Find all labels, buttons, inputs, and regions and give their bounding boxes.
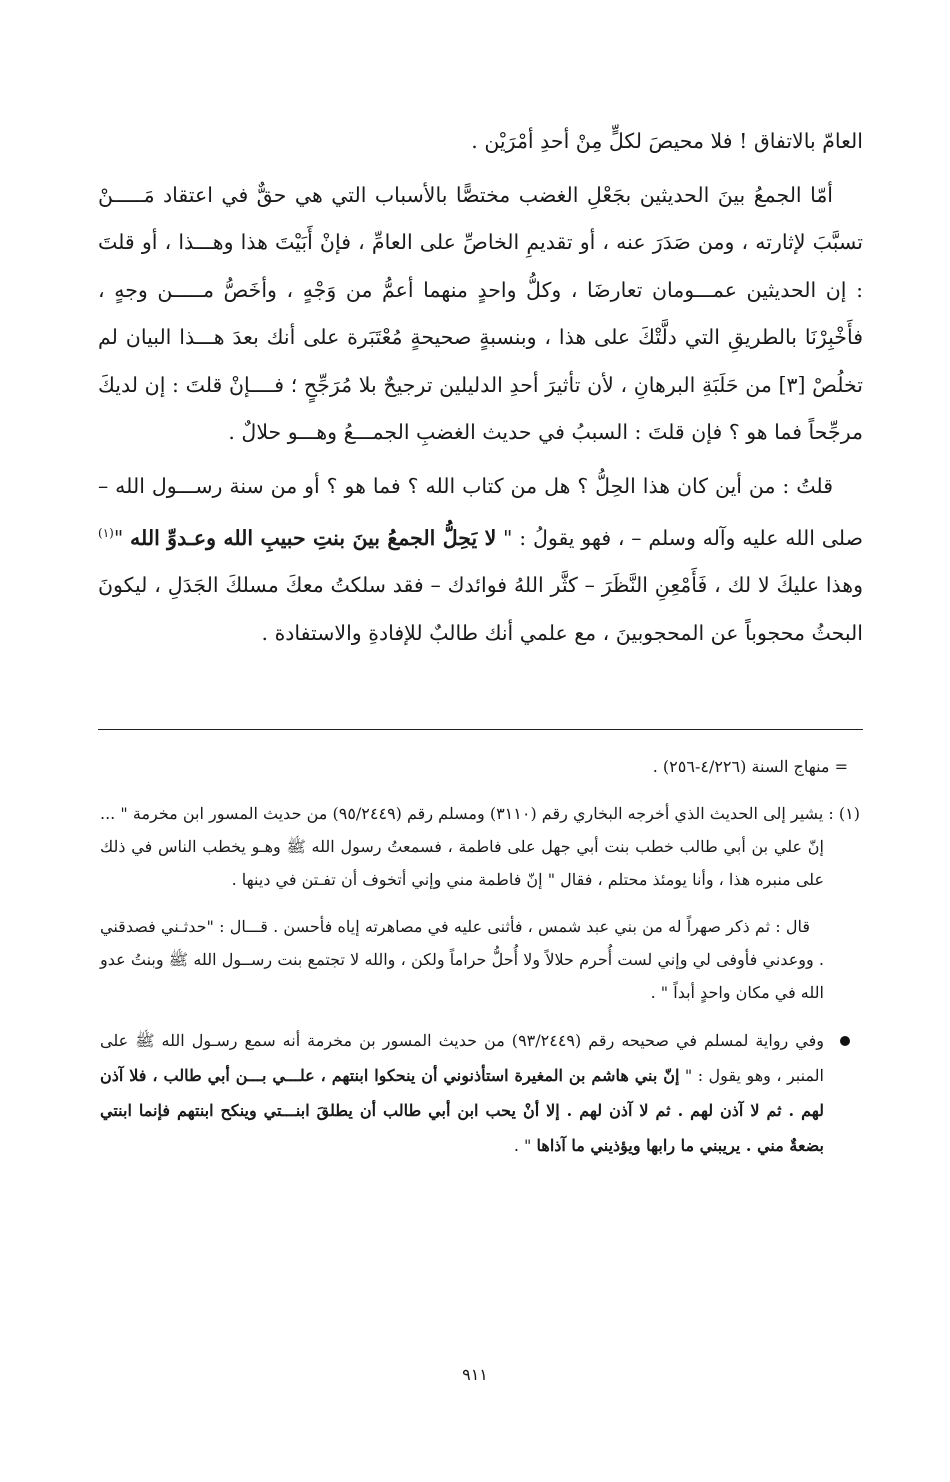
bullet-icon <box>840 1036 850 1046</box>
main-paragraph-1: العامّ بالاتفاق ! فلا محيصَ لكلٍّ مِنْ أحدِ أمْرَيْن . <box>471 129 863 153</box>
footnote-1-quote: قال : ثم ذكر صهراً له من بني عبد شمس ، فأثنى عليه في مصاهرته إياه فأحسن . قـــال : "حدثـني فصدقني . ووعدني فأوفى لي وإني لست أُحرم حلالاً ولا أُحلُّ حراماً ولكن ، والله لا تجتمع بنت رســول الله ﷺ وبنتُ عدو الله في مكان واحدٍ أبداً " . <box>100 917 824 1002</box>
paragraph-3-text: قلتُ : من أين كان هذا الحِلُّ ؟ هل من كتاب الله ؟ فما هو ؟ أو من سنة رســـول الله – صلى الله عليه وآله وسلم – ، فهو يقولُ : " <box>98 473 863 550</box>
footnote-ref-1: (١) <box>98 526 114 540</box>
quote-close: " <box>113 525 131 550</box>
bullet-quote-close: " . <box>513 1136 537 1155</box>
hadith-quote: لا يَحِلُّ الجمعُ بينَ بنتِ حبيبِ الله وعـدوِّ الله <box>130 525 497 550</box>
main-text <box>98 118 863 657</box>
footnote-divider <box>98 729 863 730</box>
paragraph-3-continuation: وهذا عليكَ لا لك ، فَأَمْعِنِ النَّظَرَ – كثَّر اللهُ فوائدك – فقد سلكتُ معكَ مسلكَ الجَدَلِ ، ليكونَ البحثُ محجوباً عن المحجوبينَ ، مع علمي أنك طالبٌ للإفادةِ والاستفادة . <box>98 573 863 645</box>
footnote-bullet-paragraph <box>100 1023 860 1163</box>
footnote-1: (١) : يشير إلى الحديث الذي أخرجه البخاري رقم (٣١١٠) ومسلم رقم (٩٥/٢٤٤٩) من حديث المسور ابن مخرمة " ... إنّ علي بن أبي طالب خطب بنت أبي جهل على فاطمة ، فسمعتُ رسول الله ﷺ وهـو يخطب الناس في ذلك على منبره هذا ، وأنا يومئذ محتلم ، فقال " إنّ فاطمة مني وإني أتخوف أن تفـتن في دينها . <box>100 804 861 889</box>
page-number: ٩١١ <box>462 1365 488 1384</box>
main-paragraph-2: أمّا الجمعُ بينَ الحديثين بجَعْلِ الغضب مختصًّا بالأسباب التي هي حقٌّ في اعتقاد مَـــــنْ تسبَّبَ لإثارته ، ومن صَدَرَ عنه ، أو تقديمِ الخاصِّ على العامِّ ، فإنْ أَبَيْتَ هذا وهـــذا ، أو قلتَ : إن الحديثين عمـــومان تعارضَا ، وكلُّ واحدٍ منهما أعمُّ من وَجْهٍ ، وأخَصُّ مـــــن وجهٍ ، فأَخْبِرْنَا بالطريقِ التي دلَّتْكَ على هذا ، وبنسبةٍ صحيحةٍ مُعْتَبَرة على أنك بعدَ هـــذا البيان لم تخلُصْ [٣] من حَلَبَةِ البرهانِ ، لأن تأثيرَ أحدِ الدليلين ترجيحٌ بلا مُرَجِّحٍ ؛ فــــإنْ قلتَ : إن لديكَ مرجِّحاً فما هو ؟ فإن قلتَ : السببُ في حديث الغضبِ الجمـــعُ وهـــو حلالٌ . <box>98 182 863 444</box>
footnote-continuation: = منهاج السنة (٤/٢٢٦-٢٥٦) . <box>652 757 848 776</box>
bullet-text: وفي رواية لمسلم في صحيحه رقم (٩٣/٢٤٤٩) من حديث المسور بن مخرمة أنه سمع رسـول الله ﷺ على المنبر ، وهو يقول : " <box>100 1031 825 1085</box>
main-paragraph-3 <box>98 463 863 658</box>
bullet-hadith-quote: إنّ بني هاشم بن المغيرة استأذنوني أن ينحكوا ابنتهم ، علـــي بـــن أبي طالب ، فلا آذن لهم . ثم لا آذن لهم . ثم لا آذن لهم . إلا أنْ يحب ابن أبي طالب أن يطلقَ ابنـــتي وينكح ابنتهم فإنما ابنتي بضعةٌ مني . يريبني ما رابها ويؤذيني ما آذاها <box>100 1066 824 1155</box>
footnotes <box>100 750 860 1163</box>
